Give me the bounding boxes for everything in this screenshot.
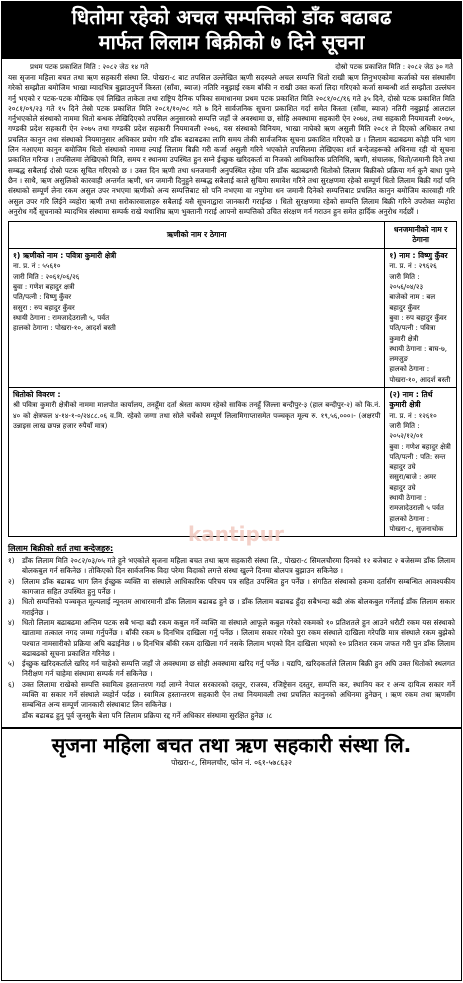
- collateral-details: [9, 388, 385, 537]
- debtor-name: १) ऋणीको नाम : पवित्रा कुमारी क्षेत्री: [13, 251, 117, 261]
- condition-number: [8, 711, 22, 721]
- debtor-line: स्थायी ठेगाना : रामजादेउराली ५, पर्वत: [13, 313, 110, 322]
- debtor-line: हालको ठेगाना : पोखरा-१०, आदर्श बस्ती: [13, 324, 116, 333]
- condition-number: १): [8, 556, 15, 566]
- guarantor-2-line: पति/पत्नी : पति: सन्त बहादुर उघे: [389, 452, 446, 472]
- guarantor-2-line: जारी मिति : २०५२/१२/०१: [389, 421, 424, 441]
- condition-item: [8, 711, 455, 721]
- title-line-1: धितोमा रहेको अचल सम्पत्तिको डाँक बढाबढ: [71, 5, 392, 29]
- guarantor-1-line: जारी मिति : २०५६/०४/२३: [389, 272, 424, 292]
- guarantor-1-name: १) नाम : विष्णु कुँवर: [389, 251, 448, 261]
- condition-text: डाँक लिलाम मिति २०८२/०३/०५ गते हुने भएकोले सृजना महिला बचत तथा ऋण सहकारी संस्था लि., पोखरा-८ सिमलचौरमा दिनको १२ बजेबाट २ बजेसम्म डाँक लिलाम बोलकबुल गर्न सकिनेछ । तोकिएको दिन सार्वजनिक विदा परेमा विदाको लगत्ते संस्था खुल्ने दिनमा बोलपत्र बुझाउन सकिनेछ ।: [22, 556, 455, 576]
- parties-table: [8, 221, 457, 537]
- condition-item: [8, 597, 455, 618]
- condition-item: [8, 618, 455, 659]
- conditions-heading: लिलाम बिक्रीको शर्त तथा बन्देजहरु:: [8, 544, 114, 554]
- guarantor-2-details: [385, 388, 457, 537]
- guarantor-1-line: बुवा : रुप बहादुर कुँवर: [389, 313, 447, 322]
- debtor-details: [9, 249, 385, 388]
- condition-item: [8, 680, 455, 711]
- guarantor-2-line: ससुरा/बाजे : अमर बहादुर उघे: [389, 473, 437, 492]
- guarantor-2-line: हालको ठेगाना : पोखरा-८, सुजनाचोक: [389, 514, 444, 533]
- condition-item: [8, 659, 455, 680]
- debtor-line: ससुरा : रुप बहादुर कुँवर: [13, 303, 75, 312]
- guarantor-1-line: हालको ठेगाना : पोखरा-१०, आदर्श बस्ती: [389, 365, 451, 384]
- condition-number: ५): [8, 659, 15, 669]
- condition-item: [8, 577, 455, 598]
- collateral-text: श्री पवित्रा कुमारी क्षेत्रीको नाममा मालपोत कार्यालय, तनहूँमा दर्ता श्रेस्ता कायम रहेको साविक तनहुँ जिल्ला बन्दीपुर-३ (हाल बन्दीपुर-२) को कि.नं. ४० को क्षेत्रफल ४-१४-१-०/२४८८.०६ व.मि. रहेको जग्गा तथा सोले चर्चेको सम्पूर्ण लिलामिगाप्तासमेत पञ्चकृत मूल्य रु. १९,५६,०००।- (अक्षरपी उन्नाइस लाख छपन्न हजार रुपैयाँ मात्र): [13, 401, 381, 430]
- condition-text: धितो सम्पत्तिको पञ्चकृत मूल्यलाई न्यूनतम आधारमानी डाँक लिलाम बढाबढ हुने छ । डाँक लिलाम बढाबढ हुँदा सबैभन्दा बढी अंक बोलकबुल गर्नेलाई डाँक लिलाम सकार गराईनेछ ।: [22, 597, 455, 617]
- second-publish-date: दोस्रो पटक प्रकाशित मिति : २०८२ जेठ ३० गते: [335, 63, 453, 71]
- guarantor-1-line: ना. प्र. नं : २९६२६: [389, 262, 437, 271]
- guarantor-2-line: बुवा : गणेश बहादुर क्षेत्री: [389, 442, 451, 451]
- publication-dates: [2, 59, 461, 73]
- organization-name: सृजना महिला बचत तथा ऋण सहकारी संस्था लि.: [51, 732, 412, 757]
- condition-text: ईच्छुक खरिदकर्ताले खरिद गर्न चाहेको सम्पत्ति जहाँ जे अवस्थामा छ सोही अवस्थामा खरिद गर्नु पर्नेछ । यद्यपि, खरिदकर्ताले लिलाम बिक्री हुन अघि उक्त धितोको स्थलगत निरीक्षण गर्न चाहेमा संस्थामा सम्पर्क गर्न सकिनेछ ।: [22, 659, 455, 679]
- condition-number: ३): [8, 597, 15, 607]
- condition-item: [8, 556, 455, 577]
- guarantor-1-details: [385, 249, 457, 388]
- title-line-2: मार्फत लिलाम बिक्रीको ७ दिने सूचना: [98, 30, 365, 54]
- organization-address: पोखरा-८, सिमलचौर, फोन नं. ०६१-५७८६३२: [171, 757, 292, 767]
- conditions-list: [2, 556, 461, 721]
- debtor-line: ना. प्र. नं : ५५६१०: [13, 262, 61, 271]
- guarantor-1-line: स्थायी ठेगाना : बाघ-७, लमजुङ: [389, 344, 447, 364]
- condition-number: २): [8, 576, 15, 586]
- debtor-line: बुवा : गणेश बहादुर क्षत्री: [13, 283, 75, 292]
- condition-number: ६): [8, 679, 15, 689]
- debtor-line: पति/पत्नी : विष्णु कुँवर: [13, 293, 72, 302]
- guarantor-2-line: स्थायी ठेगाना : रामजादेउराली ५ पर्वत: [389, 493, 444, 513]
- guarantor-2-name: (२) नाम : तिर्थ कुमारी क्षेत्री: [389, 390, 433, 410]
- watermark-logo: kantipur: [188, 522, 284, 546]
- condition-number: ४): [8, 617, 15, 627]
- condition-text: धितो लिलाम बढाबढमा अन्तिम पटक सबै भन्दा बढी रकम कबुल गर्ने व्यक्ति वा संस्थाले आफूले कबुल गरेको रकमको १० प्रतिशतले हुन आउने धरौटी रकम यस संस्थाको खातामा तत्काल नगद जम्मा गर्नुपर्नेछ । बाँकी रकम ७ दिनभित्र दाखिला गर्नु पर्नेछ । लिलाम सकार गरेको पुरा रकम संस्थाले दाखिला गरेपछि मात्र संस्थाले रकम बुझेको पश्चात नामसारीको प्रक्रिया अघि बढाईनेछ । ७ दिनभित्र बाँकी रकम दाखिला गर्न नसके लिलाम भएको दिन दाखिला भएको १० प्रतिशत रकम जफत गरी पुन डाँक लिलाम बढाबढको सूचना प्रकाशित गरिनेछ ।: [22, 617, 455, 658]
- notice-body: यस सृजना महिला बचत तथा ऋण सहकारी संस्था लि. पोखरा-८ बाट तपसिल उल्लेखित ऋणी सदस्यले अचल सम्पत्ति धितो राखी ऋण लिनुभएकोमा कर्जाको यस संस्थासँग गरेको सम्झौता बमोजिम भाखा म्यादभित्र बुझाउनुपर्ने किस्ता (साँवा, ब्याज) नतिरि नबुझाई रकम बाँकी न राखी उक्त कर्जा लिदा गरिएको कर्जा सम्बन्धी शर्त सम्झौता उल्लंघन गर्नु भएको र पटक-पटक मौखिक एवं लिखित ताकेता तथा राष्ट्रिय दैनिक पत्रिका समाधानमा प्रथम पटक प्रकाशित मिति २०८१/०८/१६ गते ३५ दिने, दोस्रो पटक प्रकाशित मिति २०८१/०९/२३ गते १५ दिने तेस्रो पटक प्रकाशित मिति २०८१/१०/०८ गते ७ दिने सार्वजनिक सूचना प्रकाशित गर्दा समेत किस्ता (साँवा, ब्याज) नतिरी नबुझाई आलटाल गर्नुभएकोले संस्थाको नाममा धितो बन्धक लेखिदिएको तपसिल अनुसारको सम्पत्ति जहाँ जे अवस्थामा छ, सोहि अवस्थामा सहकारी ऐन २०७४, तथा सहकारी नियमावली २०७५, गण्डकी प्रदेश सहकारी ऐन २०७५ तथा गण्डकी प्रदेश सहकारी नियमावली २०७६, यस संस्थाको विनियम, भाखा नाघेको ऋण असुली मिति २०८१ ले दिएको अधिकार तथा प्रचलित कानुन तथा संस्थाको नियमानुसार अधिकार प्रयोग गरि डाँक बढाबढका लागि समय तोकी सार्वजनिक सूचना प्रकाशित गरिएको छ । लिलाम बढाबढमा कोही पनि भाग लिन नआएमा कानुन बमोजिम धितो संस्थाको नाममा ल्याई लिलाम बिक्री गरी कर्जा असुली गरिने भएकोले तपसिलमा लेखिएका शर्त बन्देजहरूको अधिनमा रही यो सूचना प्रकाशित गरिन्छ । तपसिलमा लेखिएको मिति, समय र स्थानमा उपस्थित हुन सम्ने ईच्छुक खरिदकर्ता वा निजको आधिकारिक प्रतिनिधि, ऋणी, संचालक, धितो/जमानी दिने तथा सम्बद्ध सबैलाई दोस्रो पटक सूचित गरिएको छ । उक्त दिन ऋणी तथा धनजमानी अनुपस्थित रहेमा पनि डाँक बढाबढगरी धितोको लिलाम बिक्रीको प्रक्रिया गर्न कुनै बाधा पुग्ने छैन । साथै, ऋण असुलिको कारवाही अन्तर्गत ऋणी, धन जमानी दिनुहुने सम्बद्ध सबैलाई काले सुचिमा समावेश गरिने तथा सुरक्षणमा रहेको सम्पूर्ण धितो लिलाम बिक्री गर्दा पनि संस्थाको सम्पूर्ण लेना रकम असुल उपर नभएमा ऋणीको अन्य सम्पत्तिबाट सो पनि नभएमा वा नपुगेमा धन जमानी दिनेको सम्पत्तिबाट प्रचलित कानुन बमोजिम कारवाही गरि असुल उपर गरि लिईने व्यहोरा ऋणी तथा सरोकारवालाहरु सबैलाई यसै सूचनाद्वारा जानकारी गराईन्छ । धितो सुरक्षणमा रहेको सम्पत्ति लिलाम बिक्री गरिने उपरोक्त व्यहोरा अनुरोध गर्दै सूचनाको म्यादभित्र संस्थामा सम्पर्क राखे यथाशिघ्र ऋण भुक्तानी गराई आफ्नो सम्पत्तिको उचित संरक्षण गर्न गराउन हुन समेत हार्दिक अनुरोध गर्दछौं ।: [8, 73, 455, 216]
- condition-text: डाँक बढाबढ हुनु पूर्व जुनसुकै बेला पनि लिलाम प्रक्रिया रद्द गर्ने अधिकार संस्थामा सुरक्षित हुनेछ ।८: [22, 710, 273, 720]
- first-publish-date: प्रथम पटक प्रकाशित मिति : २०८२ जेठ १४ गते: [30, 63, 149, 71]
- guarantor-column-header: धनजमानीको नाम र ठेगाना: [385, 222, 457, 249]
- debtor-line: जारी मिति : २०६१/०६/२६: [13, 272, 80, 281]
- condition-text: लिलाम डाँक बढाबढ भाग लिन ईच्छुक व्यक्ति वा संस्थाले आधिकारिक परिचय पत्र सहित उपस्थित हुन पर्नेछ । संगठित संस्थाको हकमा दर्तासँग सम्बन्धित आवश्यकीय कागजात सहित उपस्थित हुनु पर्नेछ ।: [22, 576, 455, 597]
- guarantor-1-line: बाजेको नाम : बल बहादुर कुँवर: [389, 293, 436, 312]
- collateral-heading: धितोको विवरण :: [13, 390, 61, 400]
- notice-page: [1, 1, 462, 981]
- condition-text: उक्त लिलामा राखेको सम्पत्ति स्वामित्व हस्तान्तरण गर्दा लाग्ने नेपाल सरकारको दस्तुर, राजस्व, रजिष्ट्रेसन दस्तुर, सम्पत्ति कर, स्थानिय कर र अन्य दायित्व सकार गर्ने व्यक्ति वा सकार गर्ने संस्थाले व्यहोर्न पर्दछ । स्वामित्व हस्तान्तरण सहकारी ऐन तथा नियमावली तथा प्रचलित कानुनको अधिनमा हुनेछन् । ऋण रकम तथा ऋणसँग सम्बन्धित अन्य सम्पूर्ण जानकारी संस्थाबाट लिन सकिनेछ ।: [22, 679, 455, 710]
- guarantor-1-line: पति/पत्नी : पवित्रा कुमारी क्षेत्री: [389, 324, 436, 343]
- notice-title: [2, 2, 461, 59]
- debtor-column-header: ऋणीको नाम र ठेगाना: [9, 222, 385, 249]
- guarantor-2-line: ना. प्र. नं : १२६१०: [389, 411, 437, 420]
